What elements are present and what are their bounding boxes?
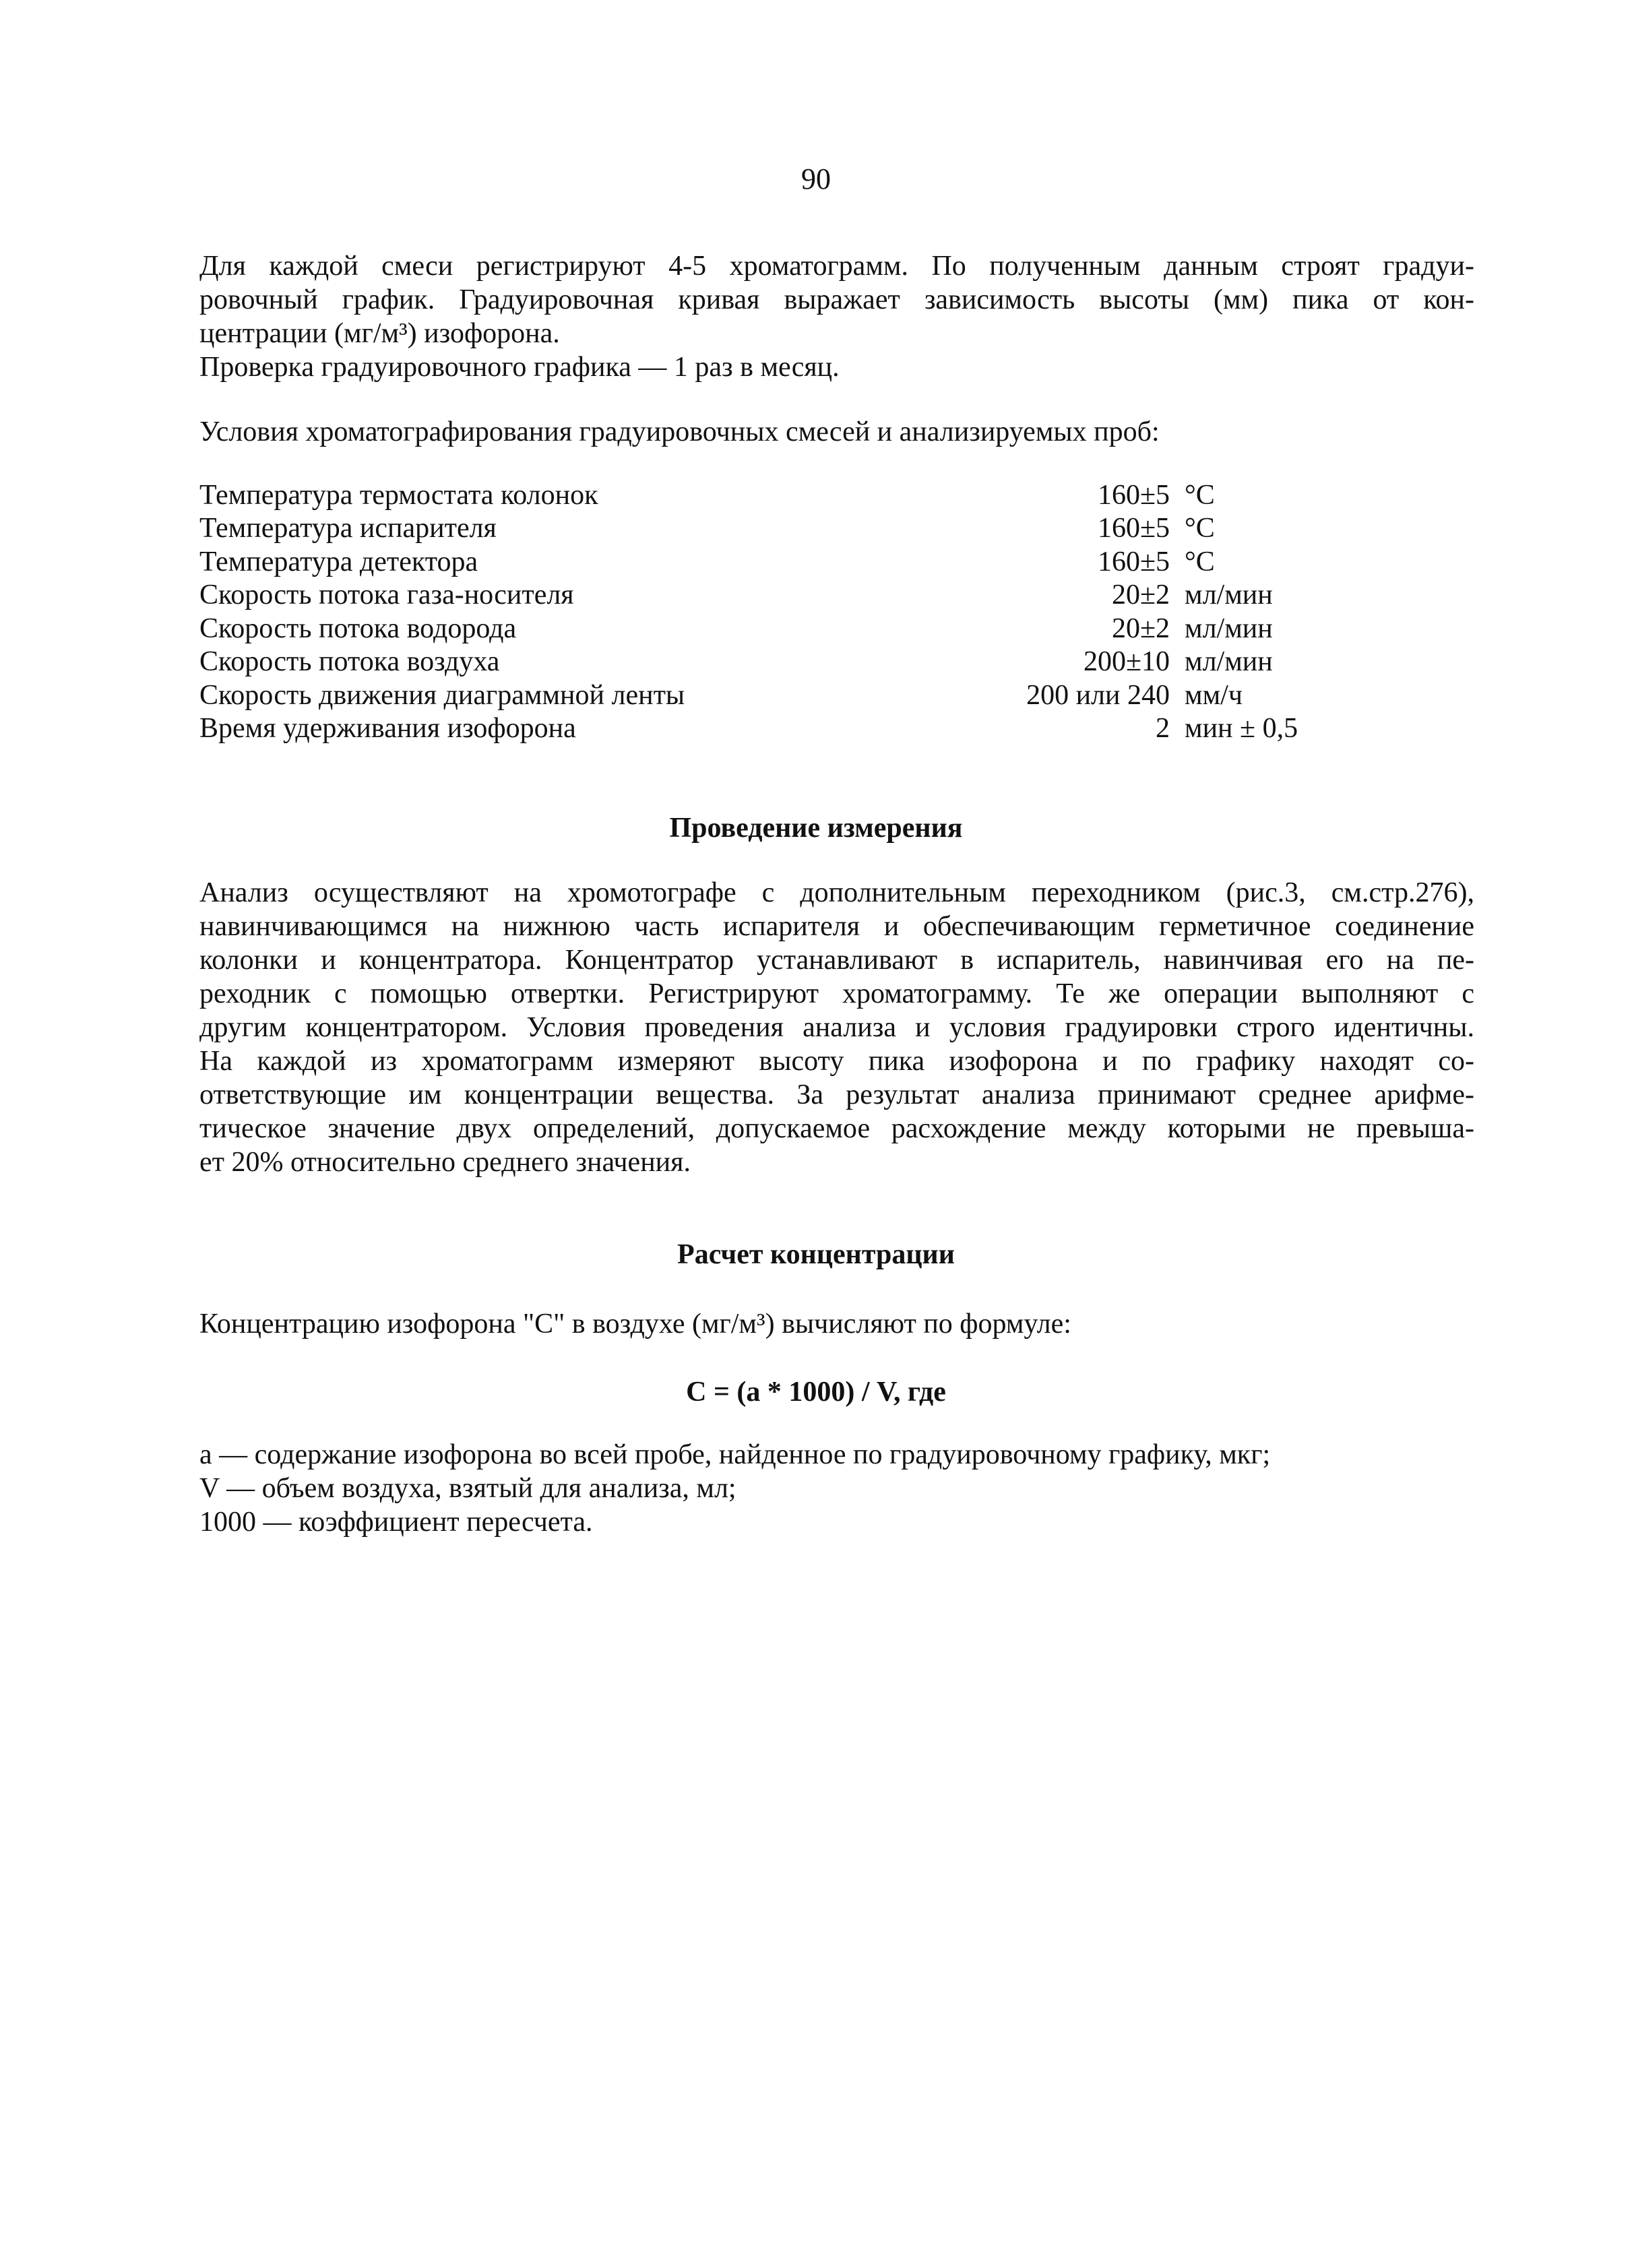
table-row [199,679,1298,712]
table-row [199,545,1298,579]
section-heading-calculation: Расчет концентрации [677,1239,955,1270]
table-row [199,712,1298,746]
condition-value: 160±5 [1097,479,1170,511]
section-heading-measurement: Проведение измерения [669,813,963,844]
measurement-line: другим концентратором. Условия проведения анализа и условия градуировки строго идентичны. [199,1012,1474,1043]
measurement-line: ет 20% относительно среднего значения. [199,1147,691,1178]
measurement-line: Анализ осуществляют на хромотографе с дополнительным переходником (рис.3, см.стр.276), [199,877,1474,908]
table-row [199,512,1298,546]
measurement-line: На каждой из хроматограмм измеряют высоту пика изофорона и по графику находят со- [199,1046,1474,1077]
definition-item: V — объем воздуха, взятый для анализа, мл; [199,1473,736,1504]
page-number: 90 [801,162,831,195]
condition-unit: мл/мин [1185,646,1273,678]
formula: С = (а * 1000) / V, где [686,1377,946,1408]
conditions-title: Условия хроматографирования градуировочных смесей и анализируемых проб: [199,416,1160,447]
condition-name: Скорость потока газа-носителя [199,579,574,611]
condition-name: Скорость движения диаграммной ленты [199,679,685,711]
calculation-intro: Концентрацию изофорона "С" в воздухе (мг/м³) вычисляют по формуле: [199,1309,1071,1340]
measurement-line: тическое значение двух определений, допускаемое расхождение между которыми не превыша- [199,1113,1474,1144]
condition-value: 160±5 [1097,513,1170,544]
intro-line-3: центрации (мг/м³) изофорона. [199,318,560,349]
intro-paragraph [199,249,1474,384]
check-line: Проверка градуировочного графика — 1 раз в месяц. [199,352,840,383]
intro-line-1: Для каждой смеси регистрируют 4-5 хроматограмм. По полученным данным строят градуи- [199,251,1474,282]
table-row [199,612,1298,645]
table-row [199,645,1298,679]
conditions-table [199,478,1298,745]
condition-value: 160±5 [1097,546,1170,577]
condition-value: 200 или 240 [1026,679,1170,711]
definition-item: а — содержание изофорона во всей пробе, найденное по градуировочному графику, мкг; [199,1439,1271,1470]
condition-name: Температура детектора [199,546,478,577]
measurement-line: навинчивающимся на нижнюю часть испарителя и обеспечивающим герметичное соединение [199,911,1474,942]
condition-value: 20±2 [1111,579,1170,611]
condition-name: Температура термостата колонок [199,479,598,511]
condition-unit: мл/мин [1185,579,1273,611]
condition-value: 20±2 [1111,612,1170,644]
condition-unit: мин ± 0,5 [1185,713,1298,745]
condition-unit: мл/мин [1185,612,1273,644]
definition-item: 1000 — коэффициент пересчета. [199,1507,593,1538]
definitions-list [199,1438,1480,1539]
condition-value: 200±10 [1083,646,1170,678]
table-row [199,579,1298,612]
condition-unit: °C [1185,546,1215,577]
condition-name: Температура испарителя [199,513,497,544]
measurement-line: ответствующие им концентрации вещества. За результат анализа принимают среднее арифме- [199,1079,1474,1110]
condition-unit: мм/ч [1185,679,1243,711]
measurement-paragraph [199,876,1474,1179]
intro-line-2: ровочный график. Градуировочная кривая выражает зависимость высоты (мм) пика от кон- [199,284,1474,315]
condition-unit: °C [1185,479,1215,511]
measurement-line: реходник с помощью отвертки. Регистрируют хроматограмму. Те же операции выполняют с [199,978,1474,1009]
condition-name: Время удерживания изофорона [199,713,576,745]
condition-value: 2 [1156,713,1170,745]
table-row [199,478,1298,512]
condition-name: Скорость потока воздуха [199,646,500,678]
condition-name: Скорость потока водорода [199,612,517,644]
condition-unit: °C [1185,513,1215,544]
measurement-line: колонки и концентратора. Концентратор устанавливают в испаритель, навинчивая его на пе- [199,945,1474,976]
